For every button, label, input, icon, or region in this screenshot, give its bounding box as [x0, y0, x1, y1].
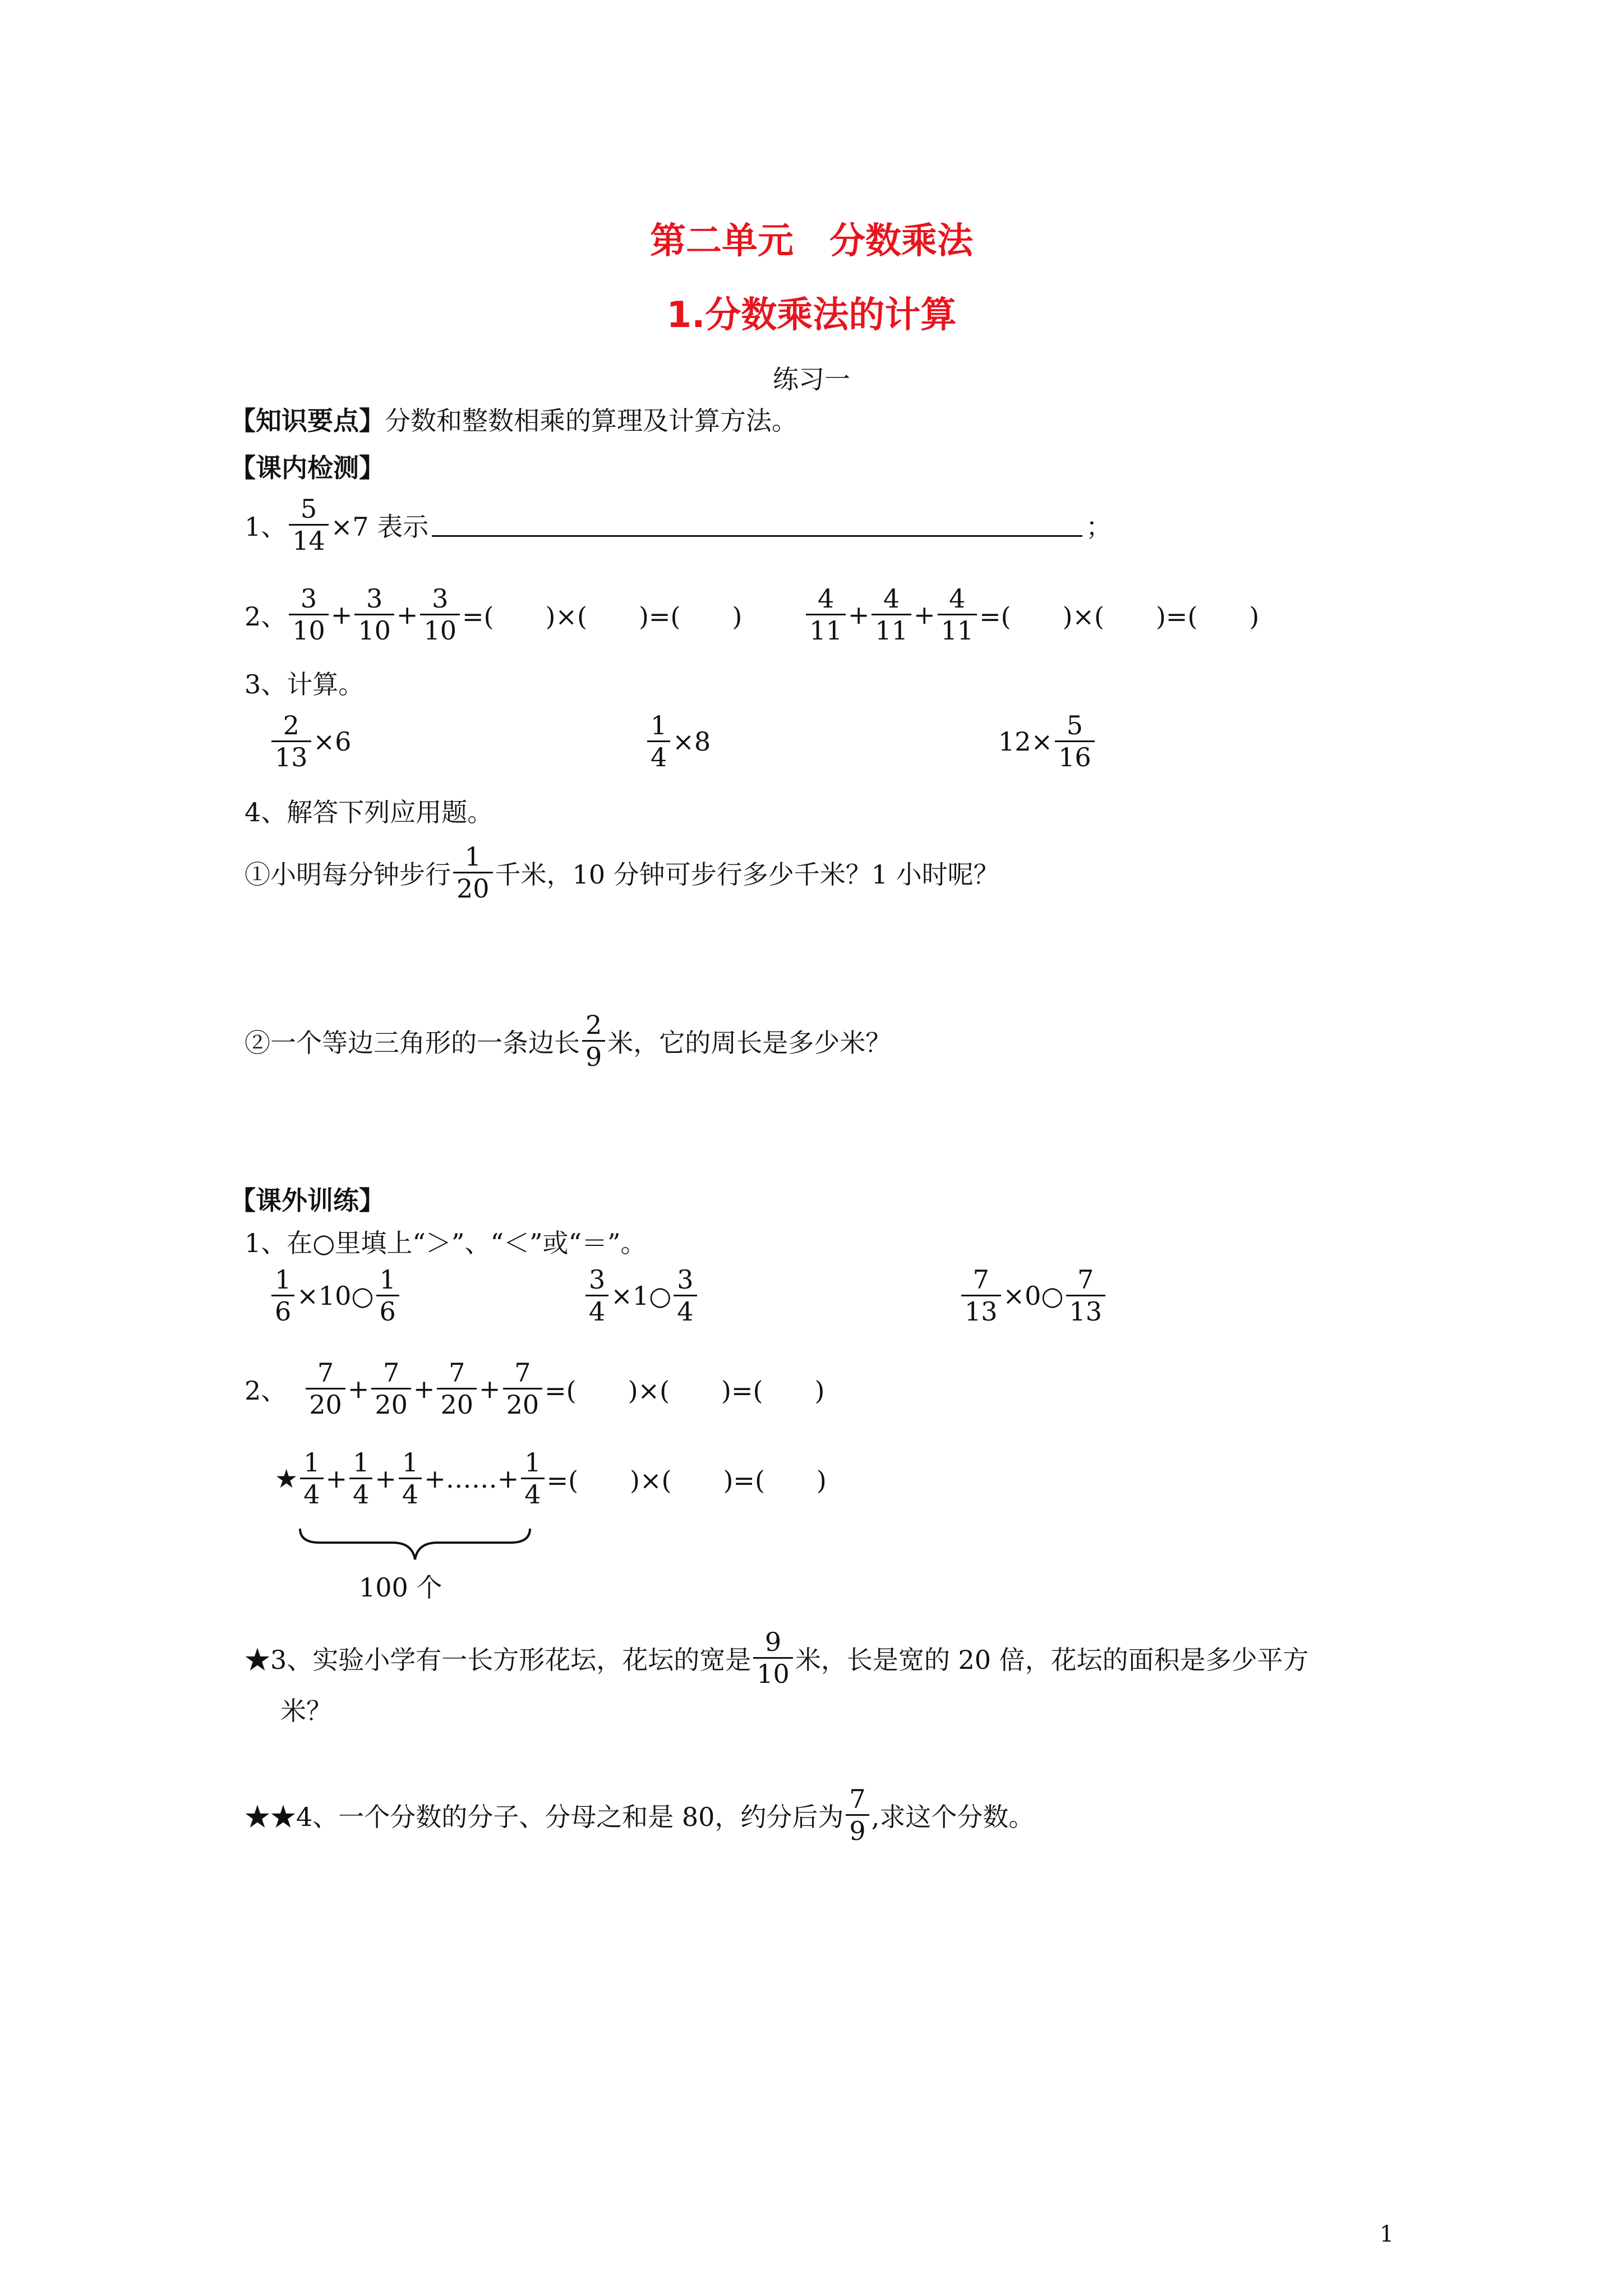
- numerator: 1: [402, 1447, 419, 1478]
- numerator: 2: [283, 710, 299, 740]
- fraction: [674, 1264, 697, 1327]
- plus-sign: +: [847, 599, 870, 630]
- fraction: [582, 1010, 605, 1072]
- fraction: [1066, 1264, 1106, 1327]
- fraction: [376, 1264, 399, 1327]
- plus-sign: +: [497, 1463, 519, 1494]
- numerator: 1: [275, 1264, 292, 1295]
- q1-end: ；: [1086, 511, 1112, 542]
- fraction: [289, 583, 329, 646]
- brace-label: 100 个: [359, 1572, 442, 1603]
- problem-text: ★3、实验小学有一长方形花坛，花坛的宽是: [245, 1644, 751, 1675]
- numerator: 7: [972, 1264, 989, 1295]
- denominator: 4: [524, 1479, 541, 1510]
- fraction: [453, 841, 493, 904]
- compare-item-2: [583, 1264, 699, 1327]
- plus-sign: +: [347, 1373, 370, 1404]
- fraction: [271, 1264, 294, 1327]
- numerator: 4: [949, 583, 966, 614]
- denominator: 9: [849, 1816, 866, 1846]
- denominator: 20: [506, 1389, 540, 1420]
- lesson-title: 1.分数乘法的计算: [666, 295, 957, 336]
- denominator: 20: [440, 1389, 474, 1420]
- fraction: [503, 1358, 543, 1420]
- compare-circle[interactable]: ×0○: [1003, 1280, 1064, 1311]
- word-problem-1: [245, 841, 999, 904]
- plus-sign: +: [330, 599, 353, 630]
- denominator: 13: [275, 742, 308, 772]
- out-class-q3: [245, 1627, 1309, 1689]
- denominator: 4: [651, 742, 667, 772]
- fraction: [1055, 710, 1095, 772]
- fraction: [354, 583, 394, 646]
- denominator: 4: [402, 1479, 419, 1510]
- denominator: 11: [809, 615, 842, 646]
- plus-sign: +: [479, 1373, 501, 1404]
- fraction: [300, 1447, 323, 1510]
- knowledge-point: [230, 404, 797, 438]
- numerator: 1: [353, 1447, 370, 1478]
- numerator: 2: [585, 1010, 602, 1040]
- out-class-q1-label: 1、在○里填上“＞”、“＜”或“＝”。: [245, 1228, 647, 1258]
- denominator: 10: [292, 615, 325, 646]
- out-class-q4: [245, 1784, 1034, 1846]
- denominator: 20: [375, 1389, 408, 1420]
- out-class-q3-cont: 米？: [280, 1696, 332, 1726]
- calc-item-2: [645, 710, 711, 772]
- denominator: 10: [757, 1659, 790, 1689]
- out-class-label: 【课外训练】: [230, 1185, 385, 1216]
- fraction: [521, 1447, 544, 1510]
- fraction: [399, 1447, 422, 1510]
- q2a-blanks[interactable]: =( )×( )=( ): [462, 601, 743, 632]
- problem-text: ②一个等边三角形的一条边长: [245, 1027, 580, 1058]
- denominator: 6: [275, 1296, 292, 1327]
- problem-text: 米，它的周长是多少米？: [607, 1027, 892, 1058]
- plus-sign: +: [396, 599, 418, 630]
- knowledge-label: 【知识要点】: [230, 406, 385, 436]
- numerator: 5: [1066, 710, 1083, 740]
- q1-expression: ×7 表示: [330, 511, 429, 542]
- numerator: 7: [317, 1358, 334, 1388]
- in-class-q1: [245, 494, 1112, 556]
- denominator: 13: [1069, 1296, 1103, 1327]
- numerator: 3: [366, 583, 383, 614]
- calc-item-1: [269, 710, 351, 772]
- fraction: [420, 583, 460, 646]
- out-class-q2b: [275, 1447, 827, 1510]
- numerator: 3: [677, 1264, 694, 1295]
- page-number: 1: [1380, 2221, 1394, 2247]
- denominator: 4: [677, 1296, 694, 1327]
- fraction: [306, 1358, 345, 1420]
- ellipsis: ……: [445, 1463, 497, 1494]
- fraction: [846, 1784, 869, 1846]
- numerator: 7: [849, 1784, 866, 1814]
- numerator: 5: [300, 494, 317, 524]
- word-problem-2: [245, 1010, 891, 1072]
- denominator: 4: [303, 1479, 320, 1510]
- denominator: 9: [585, 1042, 602, 1072]
- numerator: 9: [764, 1627, 782, 1657]
- star-icon: ★: [275, 1463, 298, 1494]
- fraction: [349, 1447, 372, 1510]
- in-class-q2: [245, 583, 1259, 646]
- q2-prefix: 2、: [245, 1375, 287, 1406]
- denominator: 11: [875, 615, 908, 646]
- plus-sign: +: [913, 599, 935, 630]
- numerator: 7: [383, 1358, 400, 1388]
- numerator: 1: [464, 841, 481, 872]
- compare-item-1: [269, 1264, 402, 1327]
- denominator: 16: [1058, 742, 1091, 772]
- denominator: 11: [940, 615, 974, 646]
- q1-prefix: 1、: [245, 511, 287, 542]
- problem-text: ①小明每分钟步行: [245, 859, 451, 890]
- denominator: 4: [353, 1479, 370, 1510]
- plus-sign: +: [424, 1463, 446, 1494]
- fraction: [938, 583, 978, 646]
- fraction: [872, 583, 911, 646]
- denominator: 4: [589, 1296, 606, 1327]
- q2-prefix: 2、: [245, 601, 287, 632]
- numerator: 1: [651, 710, 667, 740]
- denominator: 20: [457, 873, 490, 904]
- calc-post: ×6: [313, 726, 352, 757]
- numerator: 3: [432, 583, 449, 614]
- problem-text: 米，长是宽的 20 倍，花坛的面积是多少平方: [795, 1644, 1309, 1675]
- fraction: [806, 583, 846, 646]
- in-class-q3-label: 3、计算。: [245, 669, 365, 700]
- fraction: [961, 1264, 1001, 1327]
- numerator: 1: [524, 1447, 541, 1478]
- fraction: [585, 1264, 608, 1327]
- compare-item-3: [959, 1264, 1108, 1327]
- plus-sign: +: [413, 1373, 435, 1404]
- fraction: [271, 710, 311, 772]
- in-class-label: 【课内检测】: [230, 453, 385, 483]
- fraction: [647, 710, 670, 772]
- calc-post: ×8: [672, 726, 711, 757]
- fraction: [371, 1358, 411, 1420]
- denominator: 6: [379, 1296, 396, 1327]
- numerator: 3: [589, 1264, 606, 1295]
- compare-circle[interactable]: ×1○: [611, 1280, 672, 1311]
- numerator: 3: [300, 583, 317, 614]
- out-class-q2a: [245, 1358, 824, 1420]
- plus-sign: +: [325, 1463, 348, 1494]
- numerator: 7: [449, 1358, 465, 1388]
- denominator: 14: [292, 526, 325, 556]
- numerator: 1: [379, 1264, 396, 1295]
- numerator: 7: [514, 1358, 531, 1388]
- answer-blank[interactable]: [432, 513, 1082, 537]
- fraction: [289, 494, 329, 556]
- problem-text: ★★4、一个分数的分子、分母之和是 80，约分后为: [245, 1801, 844, 1832]
- unit-title: 第二单元 分数乘法: [650, 220, 973, 262]
- numerator: 7: [1077, 1264, 1094, 1295]
- denominator: 10: [358, 615, 391, 646]
- q2b-blanks[interactable]: =( )×( )=( ): [546, 1465, 827, 1496]
- numerator: 1: [303, 1447, 320, 1478]
- plus-sign: +: [375, 1463, 396, 1494]
- denominator: 13: [965, 1296, 998, 1327]
- denominator: 10: [423, 615, 457, 646]
- q2b-blanks[interactable]: =( )×( )=( ): [979, 601, 1260, 632]
- knowledge-text: 分数和整数相乘的算理及计算方法。: [385, 406, 797, 436]
- q2a-blanks[interactable]: =( )×( )=( ): [545, 1375, 825, 1406]
- denominator: 20: [309, 1389, 342, 1420]
- compare-circle[interactable]: ×10○: [297, 1280, 374, 1311]
- calc-item-3: [998, 710, 1097, 772]
- exercise-subtitle: 练习一: [773, 364, 850, 394]
- problem-text: ,求这个分数。: [871, 1801, 1035, 1832]
- underbrace-icon: [297, 1526, 533, 1571]
- numerator: 4: [883, 583, 900, 614]
- fraction: [437, 1358, 477, 1420]
- in-class-q4-label: 4、解答下列应用题。: [245, 797, 494, 827]
- fraction: [753, 1627, 793, 1689]
- calc-pre: 12×: [998, 726, 1053, 757]
- numerator: 4: [817, 583, 834, 614]
- problem-text: 千米，10 分钟可步行多少千米？1 小时呢？: [495, 859, 999, 890]
